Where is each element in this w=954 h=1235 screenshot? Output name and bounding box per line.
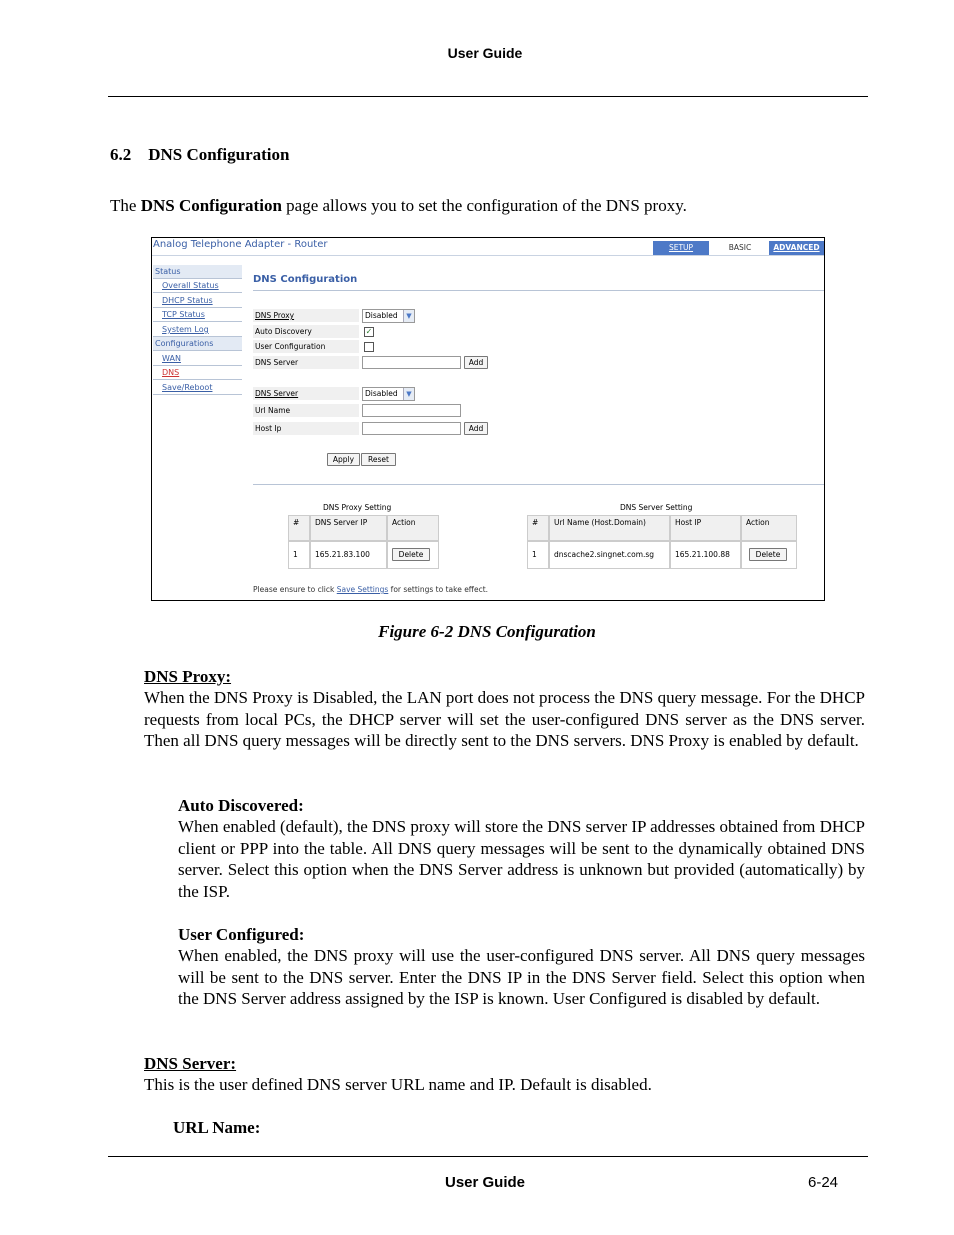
title-divider [253,290,824,291]
chevron-down-icon: ▼ [403,310,414,322]
proxy-col-ip: DNS Server IP [310,515,387,541]
user-configured-heading: User Configured: [178,925,305,944]
reset-button[interactable]: Reset [361,453,396,466]
host-ip-input[interactable] [362,422,461,435]
server-row-ip: 165.21.100.88 [670,541,741,569]
dns-proxy-table-title: DNS Proxy Setting [323,503,392,512]
dns-proxy-label: DNS Proxy [253,309,359,322]
sidebar-item-wan[interactable]: WAN [153,352,242,366]
sidebar-item-system-log[interactable]: System Log [153,323,242,337]
footer-title: User Guide [444,1174,526,1191]
sidebar-head-configurations: Configurations [153,337,242,351]
config-page-title: DNS Configuration [253,274,358,285]
dns-server-label: DNS Server [253,356,359,369]
dns-proxy-value: Disabled [365,311,398,320]
sidebar-head-status: Status [153,265,242,279]
tab-setup[interactable]: SETUP [653,241,709,255]
add-host-button[interactable]: Add [464,422,488,435]
sidebar-item-overall-status[interactable]: Overall Status [153,279,242,293]
dns-server-mode-label: DNS Server [253,387,359,400]
auto-discovery-label: Auto Discovery [253,325,359,338]
proxy-col-num: # [288,515,310,541]
check-icon: ✓ [365,327,373,336]
router-screenshot [151,237,825,601]
url-name-heading: URL Name: [173,1118,261,1137]
server-row-num: 1 [527,541,549,569]
save-settings-link[interactable]: Save Settings [336,585,389,594]
section-heading: 6.2 DNS Configuration [110,145,290,164]
dns-server-select[interactable] [362,387,415,401]
note-prefix: Please ensure to click [253,585,337,594]
dns-server-input[interactable] [362,356,461,369]
note-suffix: for settings to take effect. [388,585,489,594]
sidebar-item-tcp-status[interactable]: TCP Status [153,308,242,322]
user-configuration-checkbox[interactable] [364,342,374,352]
dns-server-text: This is the user defined DNS server URL name and IP. Default is disabled. [144,1075,652,1094]
auto-discovery-checkbox[interactable] [364,327,374,337]
server-delete-button[interactable]: Delete [749,548,787,561]
proxy-col-action: Action [387,515,439,541]
intro-prefix: The [110,196,141,215]
chevron-down-icon: ▼ [403,388,414,400]
intro-bold: DNS Configuration [140,196,282,215]
auto-discovered-text: When enabled (default), the DNS proxy will store the DNS server IP addresses obtained from DHCP client or PPP into the table. All DNS query messages will be sent to the dynamically obtained DNS server. Select this option when the DNS Server address is unknown but provided (automatically) by the ISP. [178,817,865,901]
dns-proxy-heading: DNS Proxy: [144,667,232,686]
dns-server-heading: DNS Server: [144,1054,237,1073]
proxy-row-ip: 165.21.83.100 [310,541,387,569]
add-dns-server-button[interactable]: Add [464,356,488,369]
apply-button[interactable]: Apply [327,453,360,466]
dns-proxy-text: When the DNS Proxy is Disabled, the LAN port does not process the DNS query message. For the DHCP requests from local PCs, the DHCP server will set the user-configured DNS server as the DNS server. Then all DNS query messages will be directly sent to the DNS servers. DNS Proxy is enabled by default. [144,688,865,750]
server-col-url: Url Name (Host.Domain) [549,515,670,541]
page-header: User Guide [447,45,523,61]
tab-basic[interactable]: BASIC [712,241,768,255]
proxy-row-num: 1 [288,541,310,569]
header-rule [108,96,868,97]
intro-suffix: page allows you to set the configuration of the DNS proxy. [281,196,687,215]
url-name-input[interactable] [362,404,461,417]
server-col-action: Action [741,515,797,541]
server-row-url: dnscache2.singnet.com.sg [549,541,670,569]
tables-divider [253,484,824,485]
sidebar-item-save-reboot[interactable]: Save/Reboot [153,381,242,395]
sidebar-item-dhcp-status[interactable]: DHCP Status [153,294,242,308]
dns-server-table-title: DNS Server Setting [620,503,693,512]
intro-paragraph [110,195,687,217]
url-name-label: Url Name [253,404,359,417]
user-configuration-label: User Configuration [253,340,359,353]
figure-caption: Figure 6-2 DNS Configuration [378,622,596,641]
user-configured-text: When enabled, the DNS proxy will use the user-configured DNS server. All DNS query messages will be sent to the DNS server. Enter the DNS IP in the DNS Server field. Select this option when the DNS Server address assigned by the ISP is known. User Configured is disabled by default. [178,946,865,1008]
save-settings-note [253,585,488,594]
tab-advanced[interactable]: ADVANCED [769,241,824,255]
proxy-delete-button[interactable]: Delete [392,548,430,561]
footer-rule [108,1156,868,1157]
host-ip-label: Host Ip [253,422,359,435]
sidebar-item-dns[interactable]: DNS [153,366,242,380]
app-title: Analog Telephone Adapter - Router [153,239,328,250]
dns-proxy-select[interactable] [362,309,415,323]
server-col-num: # [527,515,549,541]
auto-discovered-heading: Auto Discovered: [178,796,304,815]
page-number: 6-24 [808,1174,839,1191]
server-col-ip: Host IP [670,515,741,541]
top-divider [152,255,824,256]
dns-server-value: Disabled [365,389,398,398]
